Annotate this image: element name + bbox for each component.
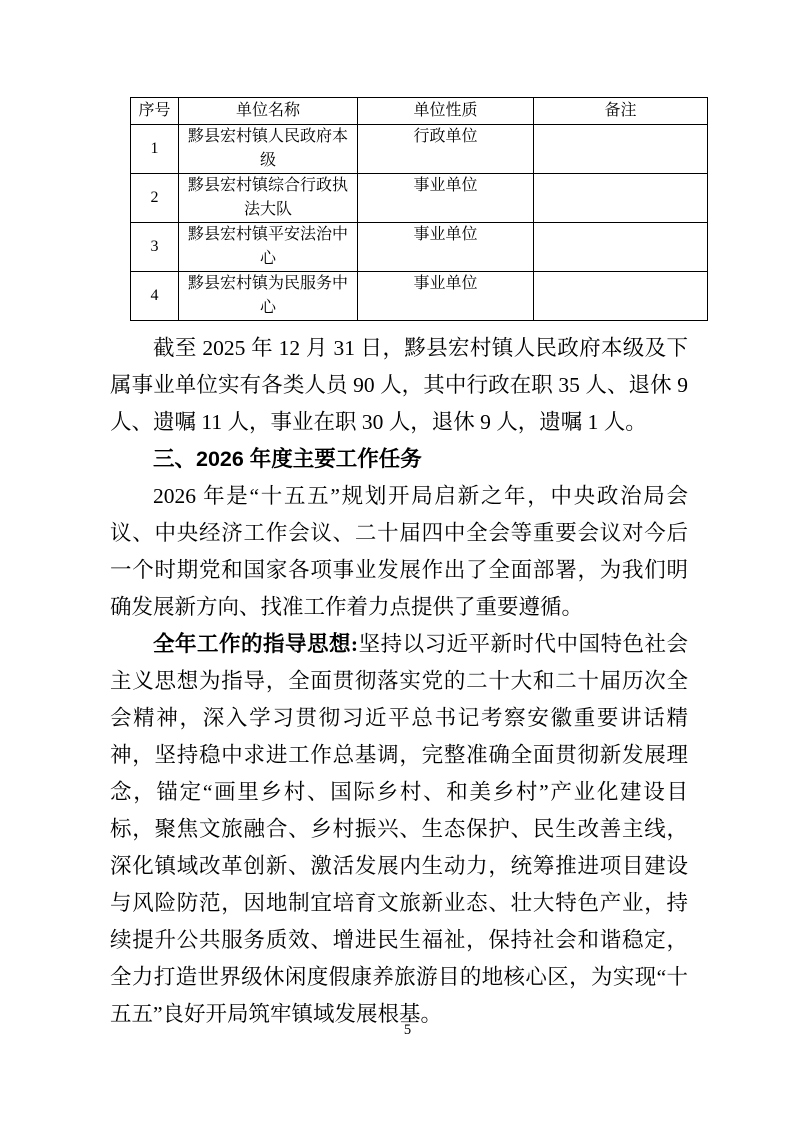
unit-table <box>130 97 708 321</box>
table-row <box>131 125 708 174</box>
cell-note <box>534 223 708 272</box>
header-cell-note: 备注 <box>534 98 708 125</box>
cell-no: 4 <box>131 272 179 321</box>
header-cell-name: 单位名称 <box>179 98 358 125</box>
cell-no: 3 <box>131 223 179 272</box>
section-heading-2026-tasks: 三、2026 年度主要工作任务 <box>153 447 422 471</box>
cell-type: 事业单位 <box>358 272 534 321</box>
paragraph-guiding-ideology <box>110 626 688 1033</box>
header-cell-no: 序号 <box>131 98 179 125</box>
cell-name: 黟县宏村镇人民政府本级 <box>179 125 358 174</box>
paragraph-body-text: 坚持以习近平新时代中国特色社会主义思想为指导，全面贯彻落实党的二十大和二十届历次全会精神，深入学习贯彻习近平总书记考察安徽重要讲话精神，坚持稳中求进工作总基调，完整准确全面贯彻新发展理念，锚定“画里乡村、国际乡村、和美乡村”产业化建设目标，聚焦文旅融合、乡村振兴、生态保护、民生改善主线，深化镇域改革创新、激活发展内生动力，统筹推进项目建设与风险防范，因地制宜培育文旅新业态、壮大特色产业，持续提升公共服务质效、增进民生福祉，保持社会和谐稳定，全力打造世界级休闲度假康养旅游目的地核心区，为实现“十五五”良好开局筑牢镇域发展根基。 <box>110 632 688 1026</box>
cell-no: 2 <box>131 174 179 223</box>
paragraph-personnel-stats: 截至 2025 年 12 月 31 日，黟县宏村镇人民政府本级及下属事业单位实有各类人员 90 人，其中行政在职 35 人、退休 9 人、遗嘱 11 人，事业在职 30 人，退休 9 人，遗嘱 1 人。 <box>110 336 688 434</box>
cell-no: 1 <box>131 125 179 174</box>
paragraph-2026-context: 2026 年是“十五五”规划开局启新之年，中央政治局会议、中央经济工作会议、二十届四中全会等重要会议对今后一个时期党和国家各项事业发展作出了全面部署，为我们明确发展新方向、找准工作着力点提供了重要遵循。 <box>110 484 688 619</box>
document-content <box>110 97 688 1033</box>
table-row <box>131 174 708 223</box>
cell-note <box>534 272 708 321</box>
cell-type: 事业单位 <box>358 174 534 223</box>
table-row <box>131 223 708 272</box>
cell-note <box>534 174 708 223</box>
cell-name: 黟县宏村镇为民服务中心 <box>179 272 358 321</box>
header-cell-type: 单位性质 <box>358 98 534 125</box>
page-number: 5 <box>403 1022 412 1038</box>
paragraph-lead-bold: 全年工作的指导思想: <box>153 632 359 656</box>
cell-type: 行政单位 <box>358 125 534 174</box>
cell-type: 事业单位 <box>358 223 534 272</box>
table-header-row <box>131 98 708 125</box>
cell-note <box>534 125 708 174</box>
cell-name: 黟县宏村镇综合行政执法大队 <box>179 174 358 223</box>
table-row <box>131 272 708 321</box>
cell-name: 黟县宏村镇平安法治中心 <box>179 223 358 272</box>
